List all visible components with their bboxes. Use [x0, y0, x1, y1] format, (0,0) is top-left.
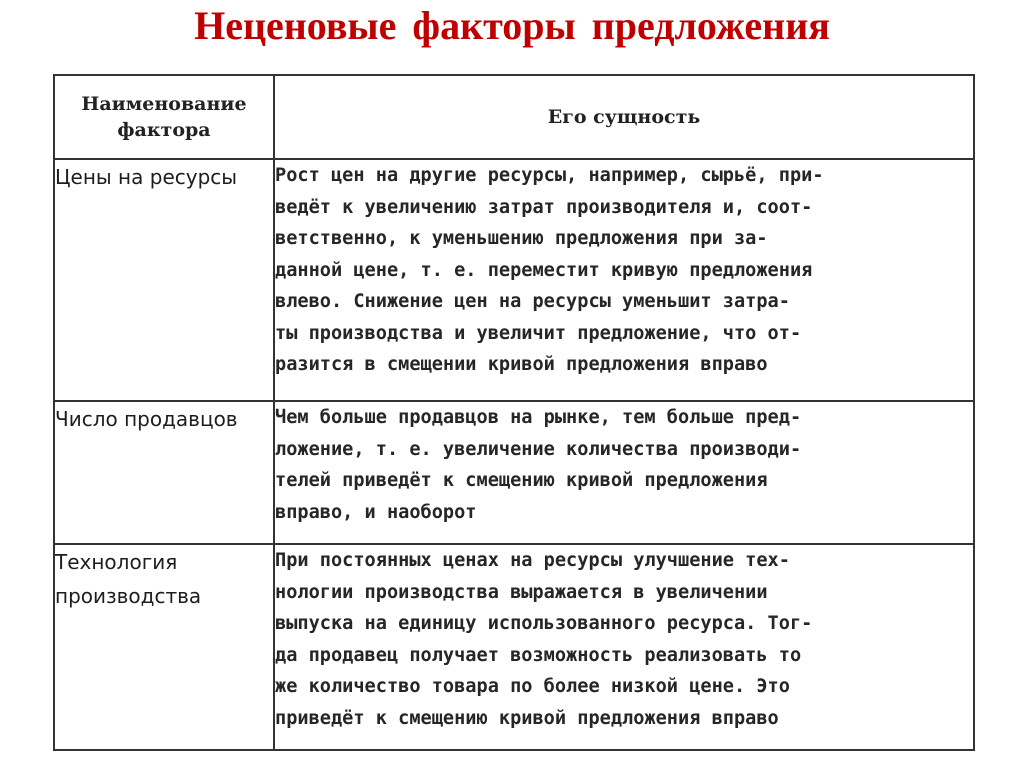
essence-line: Чем больше продавцов на рынке, тем больше пред- [275, 407, 802, 428]
factor-name-cell: Цены на ресурсы [54, 159, 274, 401]
essence-line: выпуска на единицу использованного ресурса. Тог- [275, 613, 813, 634]
essence-line: Рост цен на другие ресурсы, например, сырьё, при- [275, 165, 824, 186]
factor-essence-cell [274, 159, 974, 401]
essence-line: ты производства и увеличит предложение, что от- [275, 322, 802, 344]
table-header-row [54, 75, 974, 159]
essence-line: же количество товара по более низкой цене. Это [275, 676, 790, 697]
essence-line: влево. Снижение цен на ресурсы уменьшит затра- [275, 291, 790, 312]
table-row [54, 544, 974, 750]
essence-line: телей приведёт к смещению кривой предложения [275, 470, 768, 491]
factor-essence-cell [274, 544, 974, 750]
factor-essence-cell [274, 401, 974, 544]
essence-line: ведёт к увеличению затрат производителя и, соот- [275, 196, 813, 218]
header-essence: Его сущность [274, 75, 974, 159]
header-factor-name: Наименование фактора [54, 75, 274, 159]
factor-name-cell: Число продавцов [54, 401, 274, 544]
essence-line: разится в смещении кривой предложения вправо [275, 354, 768, 375]
essence-line: приведёт к смещению кривой предложения вправо [275, 707, 779, 729]
slide-title: Неценовые факторы предложения [194, 3, 830, 48]
essence-line: нологии производства выражается в увеличении [275, 581, 768, 603]
table-row [54, 159, 974, 401]
factors-table [53, 74, 975, 751]
essence-line: ложение, т. е. увеличение количества производи- [275, 438, 802, 460]
essence-line: да продавец получает возможность реализовать то [275, 644, 802, 666]
factor-name-cell: Технология производства [54, 544, 274, 750]
essence-line: вправо, и наоборот [275, 501, 477, 523]
essence-line: При постоянных ценах на ресурсы улучшение тех- [275, 550, 790, 571]
table-row [54, 401, 974, 544]
essence-line: ветственно, к уменьшению предложения при за- [275, 228, 768, 249]
essence-line: данной цене, т. е. переместит кривую предложения [275, 259, 813, 281]
